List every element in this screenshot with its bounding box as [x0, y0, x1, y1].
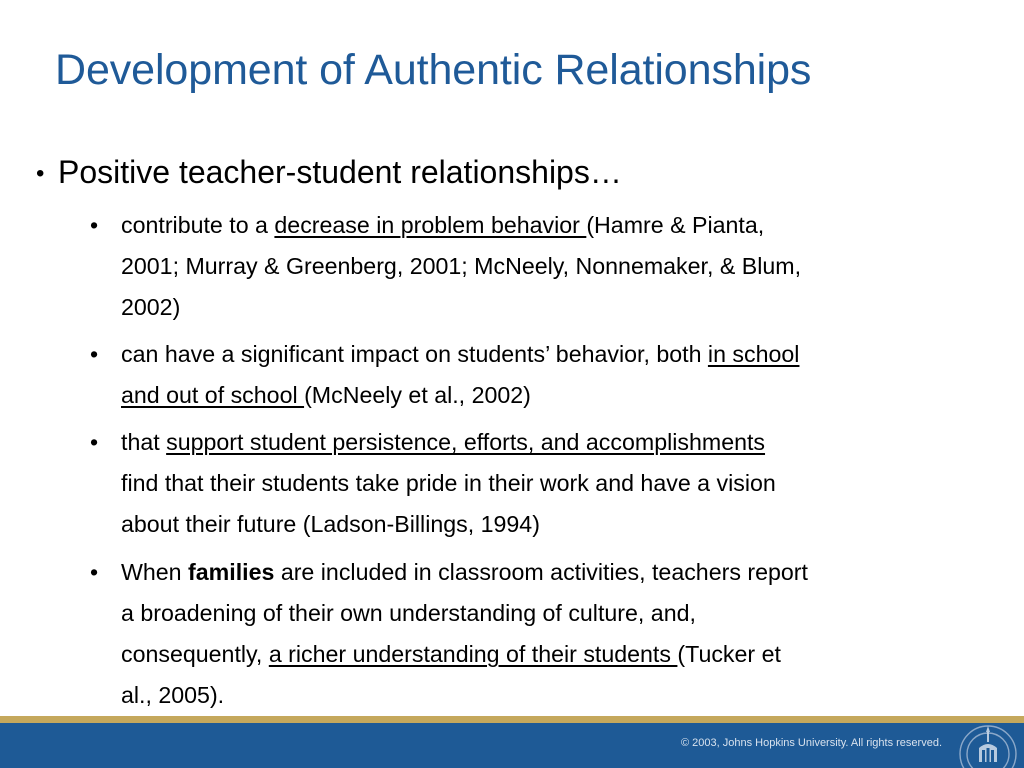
text-line [121, 334, 971, 375]
sub-bullet-text [121, 205, 971, 328]
sub-bullet-symbol: • [90, 341, 99, 367]
underlined-phrase: support student persistence, efforts, and accomplishments [166, 429, 766, 455]
text-line: 2001; Murray & Greenberg, 2001; McNeely, Nonnemaker, & Blum, [121, 253, 802, 279]
citation-text: (McNeely et al., 2002) [304, 382, 531, 408]
main-bullet [36, 149, 976, 195]
sub-bullet-symbol: • [90, 212, 99, 238]
text-run: can have a significant impact on students’ behavior, both [121, 341, 708, 367]
underlined-phrase: in school [707, 341, 800, 367]
bold-phrase: families [188, 559, 275, 585]
text-line [121, 375, 971, 416]
text-line [121, 552, 971, 593]
citation-text: (Tucker et [677, 641, 781, 667]
text-run: consequently, [121, 641, 269, 667]
underlined-phrase: and out of school [121, 382, 305, 408]
text-run: contribute to a [121, 212, 275, 238]
sub-bullet-text [121, 422, 971, 545]
text-line: a broadening of their own understanding of culture, and, [121, 600, 696, 626]
main-bullet-symbol: • [36, 160, 45, 187]
sub-bullet-text [121, 552, 971, 716]
text-line: find that their students take pride in their work and have a vision [121, 470, 776, 496]
text-line: 2002) [121, 294, 181, 320]
slide-title: Development of Authentic Relationships [55, 46, 812, 94]
text-run: When [121, 559, 189, 585]
text-line [121, 634, 971, 675]
sub-bullet-symbol: • [90, 559, 99, 585]
text-line [121, 422, 971, 463]
university-seal-icon [952, 718, 1024, 768]
text-line: about their future (Ladson-Billings, 1994) [121, 511, 540, 537]
underlined-phrase: a richer understanding of their students [268, 641, 678, 667]
text-run: are included in classroom activities, teachers report [274, 559, 808, 585]
main-bullet-text: Positive teacher-student relationships… [58, 154, 622, 190]
text-line [121, 205, 971, 246]
underlined-phrase: decrease in problem behavior [274, 212, 587, 238]
text-run: that [121, 429, 167, 455]
copyright-notice: © 2003, Johns Hopkins University. All rights reserved. [680, 737, 942, 749]
text-line: al., 2005). [121, 682, 225, 708]
sub-bullet-text [121, 334, 971, 416]
citation-text: (Hamre & Pianta, [586, 212, 765, 238]
footer-accent-line [0, 716, 1024, 723]
sub-bullet-symbol: • [90, 429, 99, 455]
